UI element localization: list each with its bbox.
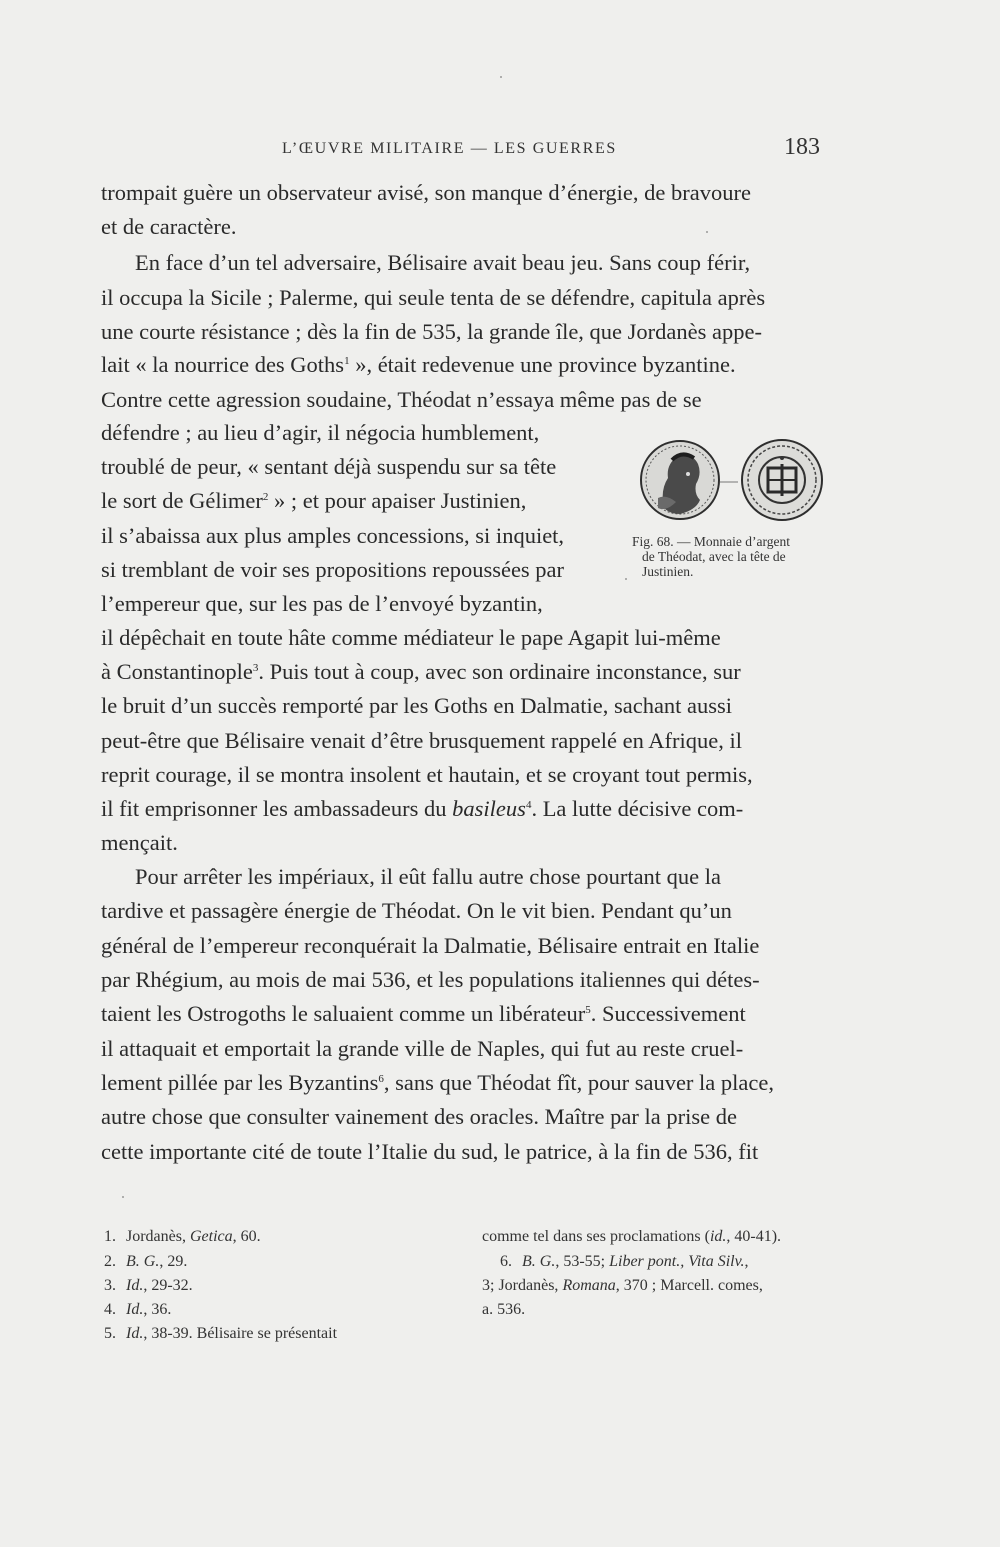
text-line: autre chose que consulter vainement des oracles. Maître par la prise de — [101, 1104, 737, 1129]
coin-illustration — [636, 438, 836, 530]
running-header — [0, 136, 1000, 166]
text-line: peut-être que Bélisaire venait d’être brusquement rappelé en Afrique, il — [101, 728, 742, 753]
text-line: trompait guère un observateur avisé, son manque d’énergie, de bravoure — [101, 180, 751, 205]
paper-speck — [706, 231, 708, 233]
text-line: cette importante cité de toute l’Italie du sud, le patrice, à la fin de 536, fit — [101, 1139, 759, 1164]
text-line: par Rhégium, au mois de mai 536, et les populations italiennes qui détes- — [101, 967, 760, 992]
text-line: général de l’empereur reconquérait la Dalmatie, Bélisaire entrait en Italie — [101, 933, 760, 958]
figure-caption — [632, 534, 842, 579]
text-line: lait « la nourrice des Goths$^1$ », était redevenue une province byzantine. — [101, 352, 736, 377]
footnote: 4. Id., 36. — [104, 1301, 172, 1318]
text-line: lement pillée par les Byzantins$^6$, sans que Théodat fît, pour sauver la place, — [101, 1070, 775, 1095]
paper-speck — [625, 578, 627, 580]
text-line: taient les Ostrogoths le saluaient comme un libérateur$^5$. Successivement — [101, 1001, 746, 1026]
text-line: une courte résistance ; dès la fin de 535, la grande île, que Jordanès appe- — [101, 319, 762, 344]
caption-line: Justinien. — [642, 564, 694, 579]
paper-speck — [500, 76, 502, 78]
text-line: il fit emprisonner les ambassadeurs du basileus$^4$. La lutte décisive com- — [101, 796, 744, 821]
text-line: il occupa la Sicile ; Palerme, qui seule tenta de se défendre, capitula après — [101, 285, 766, 310]
text-line: il s’abaissa aux plus amples concessions, si inquiet, — [101, 523, 565, 548]
text-line: En face d’un tel adversaire, Bélisaire avait beau jeu. Sans coup férir, — [135, 250, 751, 275]
footnote-ref: 5 — [585, 1004, 591, 1016]
paper-speck — [122, 1196, 124, 1198]
footnote-ref: 6 — [378, 1073, 384, 1085]
text-line: le sort de Gélimer$^2$ » ; et pour apaiser Justinien, — [101, 488, 527, 513]
footnote-ref: 4 — [525, 799, 532, 811]
text-line: il dépêchait en toute hâte comme médiateur le pape Agapit lui-même — [101, 625, 721, 650]
text-line: le bruit d’un succès remporté par les Goths en Dalmatie, sachant aussi — [101, 693, 733, 718]
footnote-line: comme tel dans ses proclamations (id., 40-41). — [482, 1228, 782, 1245]
caption-line: de Théodat, avec la tête de — [642, 549, 786, 564]
text-line: défendre ; au lieu d’agir, il négocia humblement, — [101, 420, 540, 445]
coin-reverse — [742, 440, 822, 520]
page-number: 183 — [784, 134, 820, 160]
text-line: si tremblant de voir ses propositions repoussées par — [101, 557, 565, 582]
footnote: 1. Jordanès, Getica, 60. — [104, 1228, 261, 1245]
footnote: 2. B. G., 29. — [104, 1253, 188, 1270]
footnote-ref: 1 — [344, 355, 350, 367]
text-line: à Constantinople$^3$. Puis tout à coup, avec son ordinaire inconstance, sur — [101, 659, 741, 684]
footnote: 5. Id., 38-39. Bélisaire se présentait — [104, 1325, 338, 1342]
footnote-line: 3; Jordanès, Romana, 370 ; Marcell. comes, — [482, 1277, 763, 1294]
text-line: et de caractère. — [101, 214, 237, 239]
text-line: reprit courage, il se montra insolent et hautain, et se croyant tout permis, — [101, 762, 753, 787]
footnote: 3. Id., 29-32. — [104, 1277, 193, 1294]
text-line: l’empereur que, sur les pas de l’envoyé byzantin, — [101, 591, 543, 616]
text-line: tardive et passagère énergie de Théodat. On le vit bien. Pendant qu’un — [101, 898, 732, 923]
text-line: Contre cette agression soudaine, Théodat n’essaya même pas de se — [101, 387, 702, 412]
text-line: il attaquait et emportait la grande ville de Naples, qui fut au reste cruel- — [101, 1036, 744, 1061]
coin-obverse — [641, 441, 719, 519]
text-line: mençait. — [101, 830, 178, 855]
footnote-ref: 2 — [262, 491, 269, 503]
footnote-line: 6. B. G., 53-55; Liber pont., Vita Silv., — [500, 1253, 749, 1270]
footnote-line: a. 536. — [482, 1301, 526, 1318]
text-line: Pour arrêter les impériaux, il eût fallu autre chose pourtant que la — [135, 864, 722, 889]
text-line: troublé de peur, « sentant déjà suspendu sur sa tête — [101, 454, 557, 479]
caption-line: Fig. 68. — Monnaie d’argent — [632, 534, 790, 549]
running-title: L’ŒUVRE MILITAIRE — LES GUERRES — [282, 140, 617, 157]
footnote-ref: 3 — [252, 662, 259, 674]
